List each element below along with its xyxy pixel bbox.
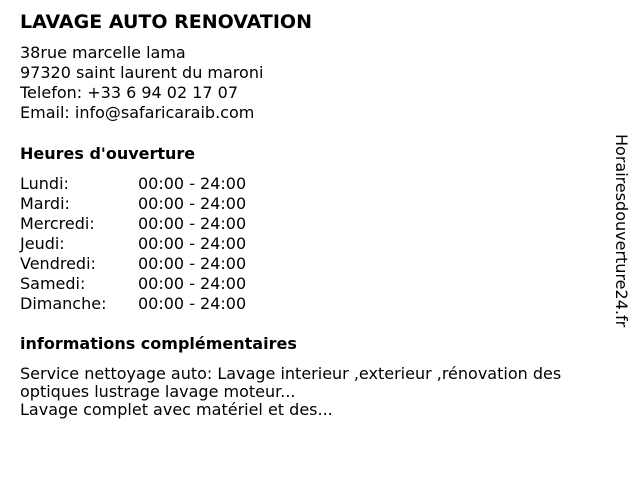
address-street: 38rue marcelle lama [20,43,186,62]
info-line: optiques lustrage lavage moteur... [20,382,296,401]
info-line: Lavage complet avec matériel et des... [20,400,333,419]
info-description [20,365,616,419]
time-range: 00:00 - 24:00 [138,234,247,253]
day-label: Dimanche: [20,294,107,313]
address-city: 97320 saint laurent du maroni [20,63,264,82]
day-label: Lundi: [20,174,69,193]
email-address: Email: info@safaricaraib.com [20,103,255,122]
time-range: 00:00 - 24:00 [138,254,247,273]
time-range: 00:00 - 24:00 [138,194,247,213]
day-label: Mardi: [20,194,70,213]
time-range: 00:00 - 24:00 [138,274,247,293]
time-range: 00:00 - 24:00 [138,214,247,233]
day-label: Samedi: [20,274,86,293]
day-label: Mercredi: [20,214,95,233]
site-watermark: Horairesdouverture24.fr [612,134,631,328]
business-name: LAVAGE AUTO RENOVATION [20,11,312,33]
phone-number: Telefon: +33 6 94 02 17 07 [20,83,239,102]
business-contact [20,43,263,123]
day-label: Jeudi: [20,234,65,253]
hours-heading: Heures d'ouverture [20,144,196,163]
info-line: Service nettoyage auto: Lavage interieur ,exterieur ,rénovation des [20,364,562,383]
time-range: 00:00 - 24:00 [138,294,247,313]
info-heading: informations complémentaires [20,334,297,353]
time-range: 00:00 - 24:00 [138,174,247,193]
day-label: Vendredi: [20,254,96,273]
